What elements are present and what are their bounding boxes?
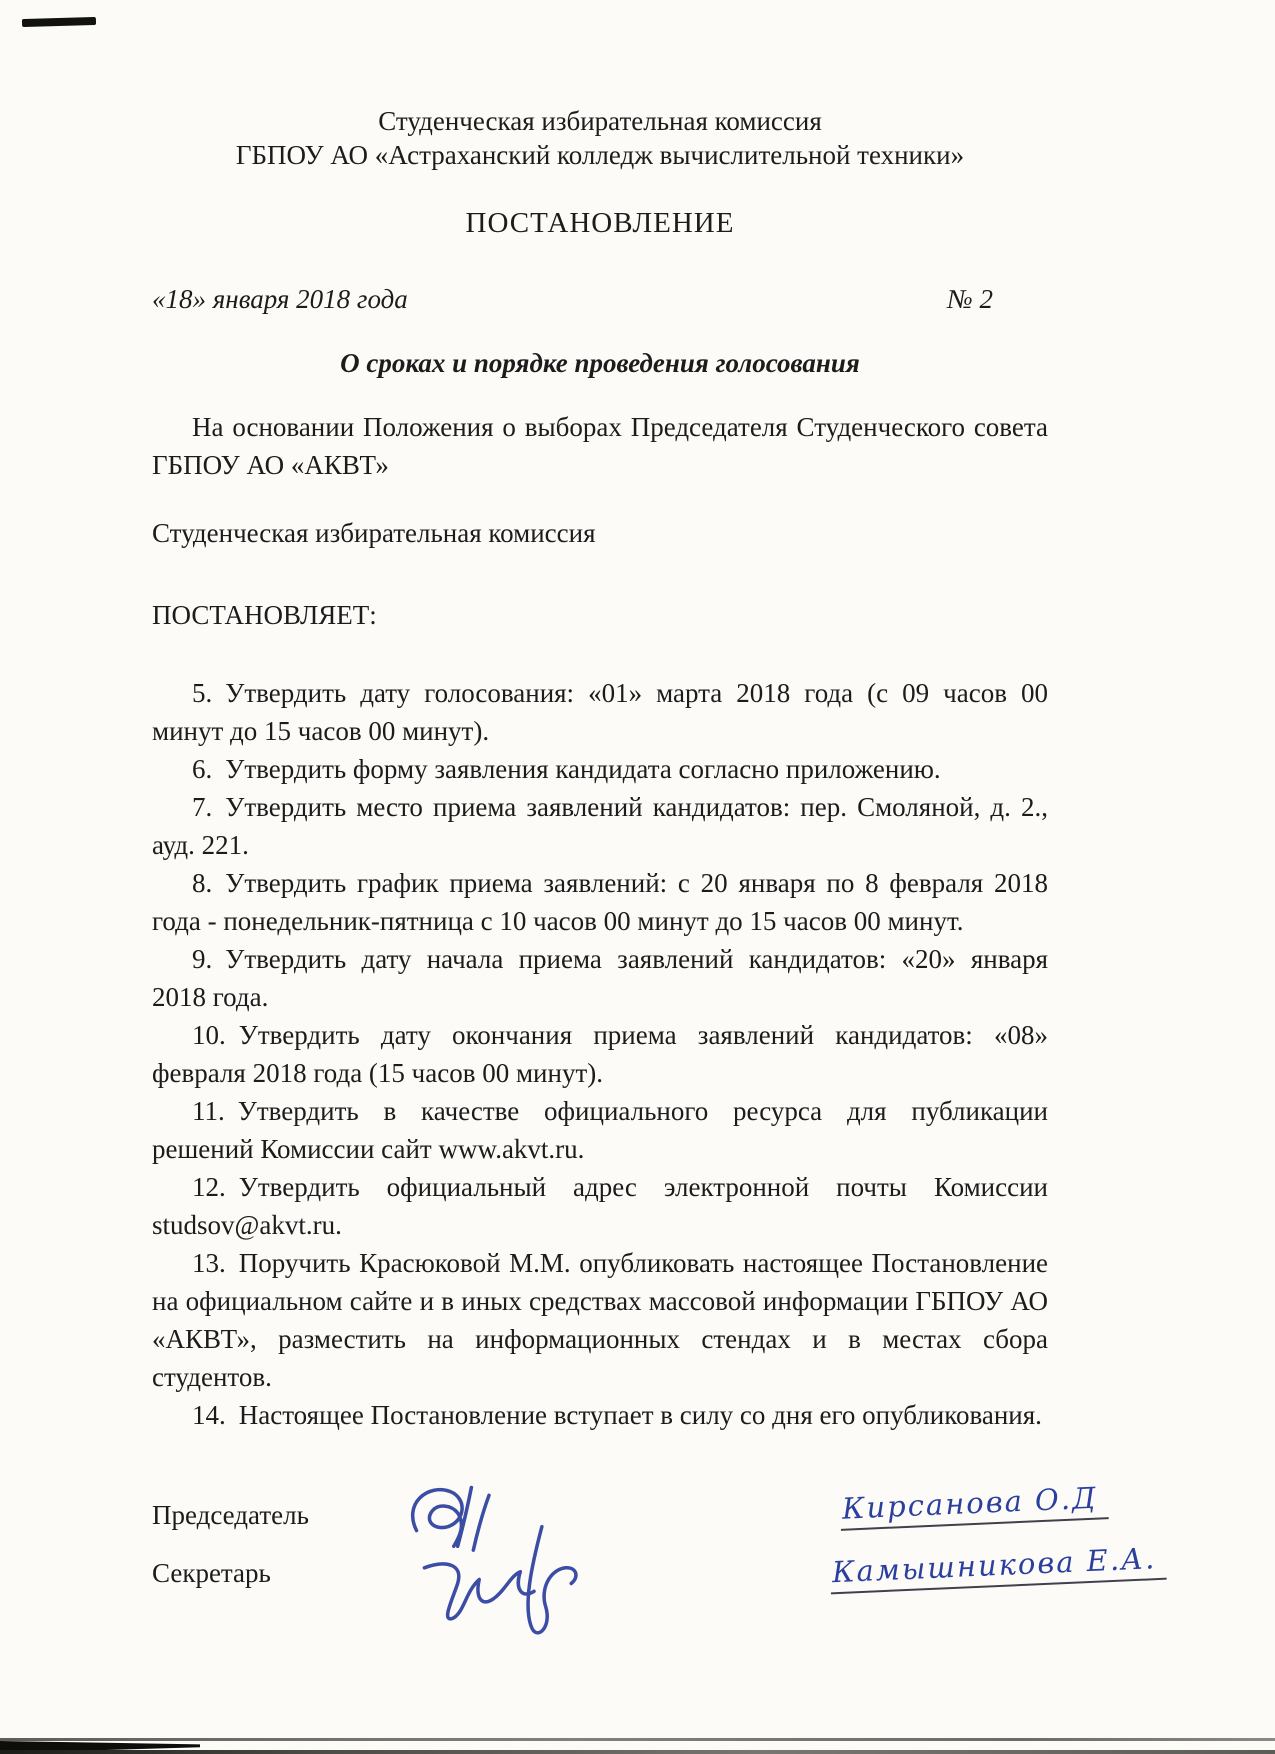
scan-artifact-top-mark — [22, 17, 96, 27]
resolution-item — [152, 674, 1048, 750]
item-number: 11. — [192, 1096, 225, 1126]
signature-name-chairman: Кирсанова О.Д — [839, 1480, 1108, 1531]
item-number: 12. — [192, 1172, 226, 1202]
scan-artifact-bottom-strip — [0, 1750, 1275, 1754]
item-number: 13. — [192, 1248, 226, 1278]
item-number: 9. — [192, 944, 213, 974]
item-text: Утвердить в качестве официального ресурса для публикации решений Комиссии сайт www.akvt.ru. — [152, 1096, 1048, 1164]
signature-name-secretary: Камышникова Е.А. — [829, 1541, 1167, 1595]
resolution-item — [152, 864, 1048, 940]
item-number: 7. — [192, 792, 213, 822]
resolves-label: ПОСТАНОВЛЯЕТ: — [152, 600, 377, 630]
resolution-item — [152, 1092, 1048, 1168]
item-number: 5. — [192, 678, 213, 708]
commission-line: Студенческая избирательная комиссия — [152, 518, 596, 548]
resolution-item — [152, 1396, 1048, 1434]
item-number: 6. — [192, 754, 213, 784]
document-subject: О сроках и порядке проведения голосования — [340, 348, 860, 378]
organization-header — [152, 104, 1048, 172]
resolution-items — [152, 674, 1048, 1434]
date-number-row — [152, 280, 1048, 318]
resolution-item — [152, 788, 1048, 864]
preamble-paragraph: На основании Положения о выборах Председателя Студенческого совета ГБПОУ АО «АКВТ» — [152, 412, 1048, 480]
document-type-title: ПОСТАНОВЛЕНИЕ — [465, 207, 735, 239]
scan-artifact-bottom-line — [0, 1738, 1275, 1741]
item-text: Поручить Красюковой М.М. опубликовать настоящее Постановление на официальном сайте и в иных средствах массовой информации ГБПОУ АО «АКВТ», разместить на информационных стендах и в местах сбора студентов. — [152, 1248, 1048, 1392]
signature-role-chairman: Председатель — [152, 1500, 309, 1530]
item-text: Утвердить дату голосования: «01» марта 2018 года (с 09 часов 00 минут до 15 часов 00 минут). — [152, 678, 1048, 746]
document-date: «18» января 2018 года — [152, 284, 408, 314]
organization-line-2: ГБПОУ АО «Астраханский колледж вычислительной техники» — [235, 140, 965, 170]
resolution-item — [152, 1168, 1048, 1244]
resolution-item — [152, 1016, 1048, 1092]
item-text: Утвердить дату окончания приема заявлений кандидатов: «08» февраля 2018 года (15 часов 00 минут). — [152, 1020, 1048, 1088]
document-number: № 2 — [947, 284, 993, 314]
signature-role-secretary: Секретарь — [152, 1558, 271, 1588]
item-text: Утвердить официальный адрес электронной почты Комиссии studsov@akvt.ru. — [152, 1172, 1048, 1240]
handwritten-signature-stroke — [395, 1472, 630, 1644]
item-text: Настоящее Постановление вступает в силу со дня его опубликования. — [238, 1400, 1042, 1430]
item-text: Утвердить форму заявления кандидата согласно приложению. — [225, 754, 941, 784]
document-body — [152, 104, 1048, 1434]
item-number: 14. — [192, 1400, 226, 1430]
item-text: Утвердить дату начала приема заявлений кандидатов: «20» января 2018 года. — [152, 944, 1048, 1012]
resolution-item — [152, 940, 1048, 1016]
item-text: Утвердить график приема заявлений: с 20 января по 8 февраля 2018 года - понедельник-пятница с 10 часов 00 минут до 15 часов 00 минут. — [152, 868, 1048, 936]
item-number: 10. — [192, 1020, 226, 1050]
item-text: Утвердить место приема заявлений кандидатов: пер. Смоляной, д. 2., ауд. 221. — [152, 792, 1048, 860]
resolution-item — [152, 750, 1048, 788]
resolution-item — [152, 1244, 1048, 1396]
organization-line-1: Студенческая избирательная комиссия — [378, 106, 822, 136]
item-number: 8. — [192, 868, 213, 898]
